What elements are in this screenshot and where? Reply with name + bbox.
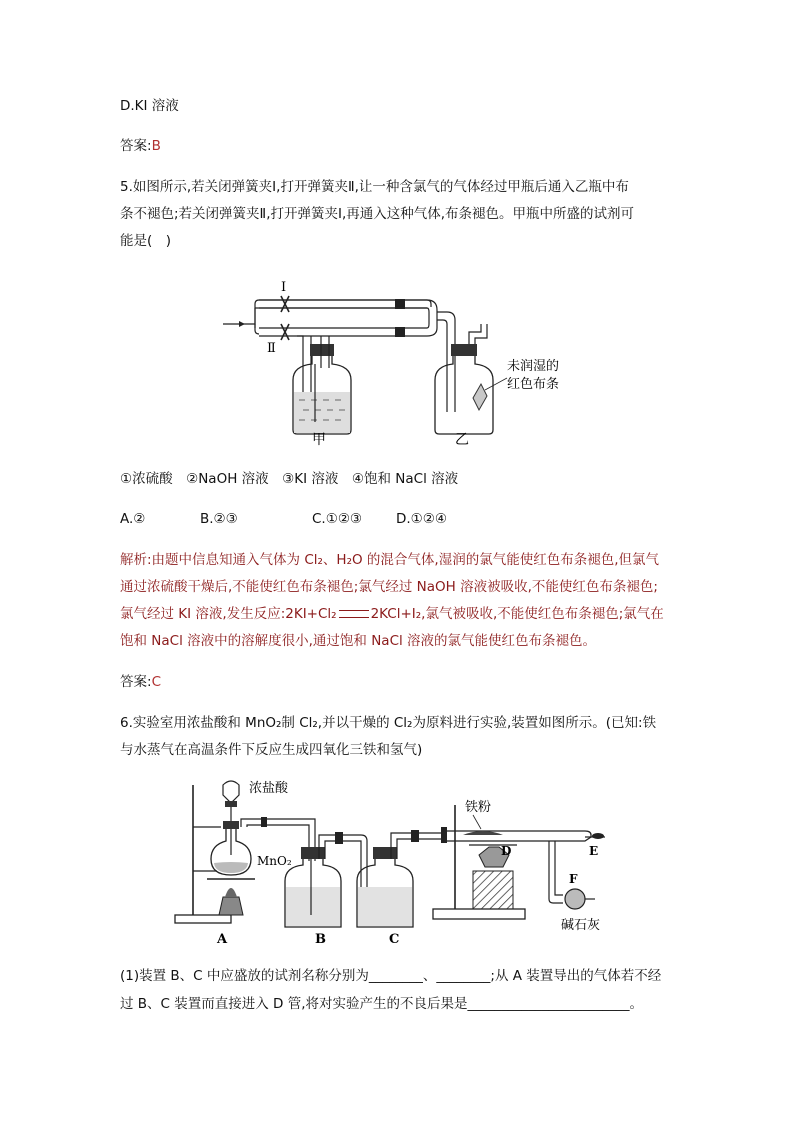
soda-lime-label: 碱石灰	[561, 918, 601, 933]
label-f: F	[569, 872, 578, 886]
clip-1-icon	[281, 296, 289, 312]
q5-stem-line-2: 条不褪色;若关闭弹簧夹Ⅱ,打开弹簧夹Ⅰ,再通入这种气体,布条褪色。甲瓶中所盛的试剂可	[120, 206, 635, 222]
analysis-equation-right: 2KCl+I₂,氯气被吸收,不能使红色布条褪色;氯气在	[370, 606, 664, 622]
q5-analysis-line-4: 饱和 NaCl 溶液中的溶解度很小,通过饱和 NaCl 溶液的氯气能使红色布条褪色。	[120, 633, 597, 649]
hcl-label: 浓盐酸	[249, 781, 289, 796]
q5-stem-line-1: 5.如图所示,若关闭弹簧夹Ⅰ,打开弹簧夹Ⅱ,让一种含氯气的气体经过甲瓶后通入乙瓶中布	[120, 179, 629, 195]
analysis-equation-left: 氯气经过 KI 溶液,发生反应:2KI+Cl₂	[120, 606, 337, 622]
q5-apparatus-figure	[215, 272, 595, 447]
q5-analysis-line-1: 解析:由题中信息知通入气体为 Cl₂、H₂O 的混合气体,湿润的氯气能使红色布条褪色,但氯气	[120, 552, 659, 568]
q6-apparatus-figure	[165, 775, 645, 955]
option-c[interactable]: C.①②③	[312, 511, 363, 527]
bottle-yi	[435, 344, 493, 434]
apparatus-d	[433, 805, 605, 919]
bottle-c	[355, 830, 441, 927]
label-b: B	[315, 932, 326, 947]
bottle-jia-label: 甲	[312, 432, 326, 447]
q5-options	[120, 509, 447, 529]
answer-value: C	[151, 674, 161, 690]
cloth-label-line-1: 未润湿的	[507, 359, 560, 374]
previous-answer	[120, 136, 161, 156]
bottle-jia	[293, 336, 351, 434]
q6-stem-line-2: 与水蒸气在高温条件下反应生成四氧化三铁和氢气)	[120, 742, 423, 758]
bottle-b	[285, 832, 361, 927]
q6-stem-line-1: 6.实验室用浓盐酸和 MnO₂制 Cl₂,并以干燥的 Cl₂为原料进行实验,装置如图所示。(已知:铁	[120, 715, 657, 731]
mno2-label: MnO₂	[257, 854, 292, 868]
option-a[interactable]: A.②	[120, 511, 146, 527]
answer-label: 答案:	[120, 138, 152, 154]
q5-reagent-list: ①浓硫酸 ②NaOH 溶液 ③KI 溶液 ④饱和 NaCl 溶液	[120, 471, 459, 487]
cloth-label-line-2: 红色布条	[507, 377, 560, 392]
answer-value: B	[151, 138, 161, 154]
q6-sub1-line-1: (1)装置 B、C 中应盛放的试剂名称分别为________、________;从 A 装置导出的气体若不经	[120, 968, 662, 984]
q5-analysis-line-3	[120, 604, 664, 624]
label-e: E	[589, 844, 599, 858]
red-cloth-strip	[473, 384, 487, 410]
reaction-arrow	[339, 610, 369, 618]
bottle-yi-label: 乙	[455, 432, 469, 447]
q5-stem-line-3: 能是( )	[120, 233, 172, 249]
option-b[interactable]: B.②③	[200, 511, 238, 527]
clip-2-icon	[281, 324, 289, 340]
clip-1-label: Ⅰ	[281, 280, 287, 295]
answer-label: 答案:	[120, 674, 152, 690]
q6-sub1-line-2: 过 B、C 装置而直接进入 D 管,将对实验产生的不良后果是________________________。	[120, 996, 644, 1012]
option-d[interactable]: D.①②④	[396, 511, 447, 527]
q5-answer	[120, 672, 161, 692]
q5-analysis-line-2: 通过浓硫酸干燥后,不能使红色布条褪色;氯气经过 NaOH 溶液被吸收,不能使红色布条褪色;	[120, 579, 658, 595]
iron-powder-label: 铁粉	[465, 800, 492, 815]
label-c: C	[389, 932, 400, 947]
clip-2-label: Ⅱ	[267, 341, 276, 356]
previous-option-d: D.KI 溶液	[120, 98, 179, 114]
label-a: A	[217, 932, 228, 947]
label-d: D	[501, 844, 512, 858]
